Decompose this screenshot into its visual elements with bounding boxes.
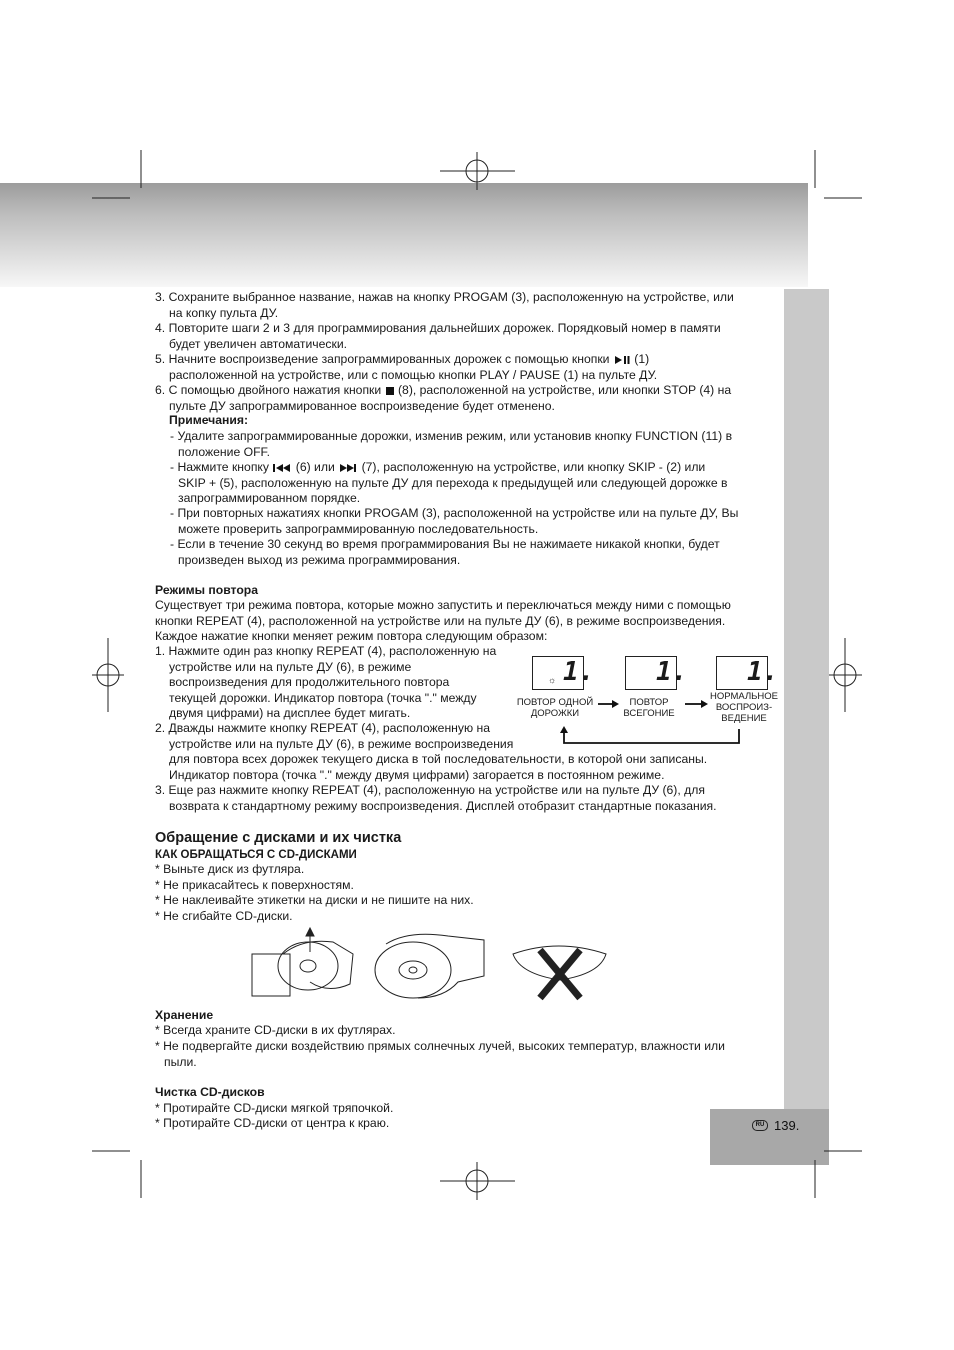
display-repeat-one: ☼ 1. bbox=[532, 656, 584, 690]
note-2: - Нажмите кнопку (6) или (7), расположенную на устройстве, или кнопку SKIP - (2) или SKIP + (5), расположенную на пульте ДУ для перехода к предыдущей или следующей дорожке в запрограммированном порядке. bbox=[170, 460, 728, 505]
repeat-intro: Существует три режима повтора, которые можно запустить и переключаться между ними с помощью кнопки REPEAT (4), расположенной на устройстве или на пульте ДУ (6), в режиме воспроизведения. Каждое нажатие кнопки меняет режим повтора следующим образом: bbox=[155, 598, 731, 643]
discs-title: Обращение с дисками и их чистка bbox=[155, 830, 402, 846]
cleaning-title: Чистка CD-дисков bbox=[155, 1085, 265, 1099]
storage-bullet-1: * Всегда храните CD-диски в их футлярах. bbox=[155, 1023, 396, 1037]
step-6: 6. С помощью двойного нажатия кнопки (8), расположенной на устройстве, или кнопки STOP (4) на пульте ДУ запрограммированное воспроизведение будет отменено. bbox=[155, 383, 732, 413]
skip-back-icon bbox=[272, 463, 292, 473]
step-4: 4. Повторите шаги 2 и 3 для программирования дальнейших дорожек. Порядковый номер в памяти будет увеличен автоматически. bbox=[155, 321, 721, 351]
step-3: 3. Сохраните выбранное название, нажав на кнопку PROGAM (3), расположенную на устройстве, или на копку пульта ДУ. bbox=[155, 290, 734, 320]
hold-disc-illustration bbox=[375, 934, 484, 998]
storage-title: Хранение bbox=[155, 1008, 214, 1022]
disc-illustrations bbox=[248, 924, 608, 1004]
note-3: - При повторных нажатиях кнопки PROGAM (3), расположенной на устройстве или на пульте ДУ, Вы можете проверить запрограммированную последовательность. bbox=[170, 506, 739, 536]
display-normal: 1. bbox=[716, 656, 768, 690]
repeat-blink-icon: ☼ bbox=[548, 675, 557, 685]
discs-bullets: * Выньте диск из футляра. * Не прикасайтесь к поверхностям. * Не наклеивайте этикетки на диски и не пишите на них. * Не сгибайте CD-диски. bbox=[155, 862, 474, 923]
lang-badge: RU bbox=[752, 1120, 768, 1131]
repeat-step-1: 1. Нажмите один раз кнопку REPEAT (4), расположенную на устройстве или на пульте ДУ (6), в режиме воспроизведения для продолжительного повтора текущей дорожки. Индикатор повтора (точка "." между двумя цифрами) на дисплее будет мигать. bbox=[155, 644, 497, 720]
diagram-arrows bbox=[560, 695, 760, 747]
repeat-step-2: 2. Дважды нажмите кнопку REPEAT (4), расположенную на устройстве или на пульте ДУ (6), в режиме воспроизведения для повтора всех дорожек текущего диска в той последовательности, в которой они записаны. Индикатор повтора (точка "." между двумя цифрами) загорается в постоянном режиме. bbox=[155, 721, 708, 782]
discs-subtitle: КАК ОБРАЩАТЬСЯ С CD-ДИСКАМИ bbox=[155, 849, 357, 861]
caption-repeat-all: ПОВТОР ВСЕГОНИЕ bbox=[623, 697, 675, 719]
cleaning-bullet-1: * Протирайте CD-диски мягкой тряпочкой. bbox=[155, 1101, 394, 1115]
page-number-text: 139. bbox=[774, 1118, 800, 1133]
caption-repeat-one: ПОВТОР ОДНОЙ ДОРОЖКИ bbox=[516, 697, 594, 719]
remove-disc-illustration bbox=[252, 928, 353, 996]
note-4: - Если в течение 30 секунд во время программирования Вы не нажимаете никакой кнопки, будет произведен выход из режима программирования. bbox=[170, 537, 720, 567]
stop-icon bbox=[385, 386, 395, 396]
skip-forward-icon bbox=[338, 463, 358, 473]
bent-disc-illustration bbox=[513, 946, 606, 998]
play-pause-icon bbox=[613, 355, 631, 365]
caption-normal: НОРМАЛЬНОЕ ВОСПРОИЗ- ВЕДЕНИЕ bbox=[710, 691, 778, 724]
cleaning-bullet-2: * Протирайте CD-диски от центра к краю. bbox=[155, 1116, 390, 1130]
storage-bullet-2: * Не подвергайте диски воздействию прямых солнечных лучей, высоких температур, влажности или пыли. bbox=[155, 1039, 725, 1069]
step-5: 5. Начните воспроизведение запрограммированных дорожек с помощью кнопки (1) расположенной на устройстве, или с помощью кнопки PLAY / PAUSE (1) на пульте ДУ. bbox=[155, 352, 658, 382]
repeat-title: Режимы повтора bbox=[155, 583, 258, 597]
repeat-step-3: 3. Еще раз нажмите кнопку REPEAT (4), расположенную на устройстве или на пульте ДУ (6), для возврата к стандартному режиму воспроизведения. Дисплей отобразит стандартные показания. bbox=[155, 783, 717, 813]
note-1: - Удалите запрограммированные дорожки, изменив режим, или установив кнопку FUNCTION (11) в положение OFF. bbox=[170, 429, 733, 459]
notes-title: Примечания: bbox=[169, 413, 249, 427]
display-repeat-all: 1. bbox=[625, 656, 677, 690]
